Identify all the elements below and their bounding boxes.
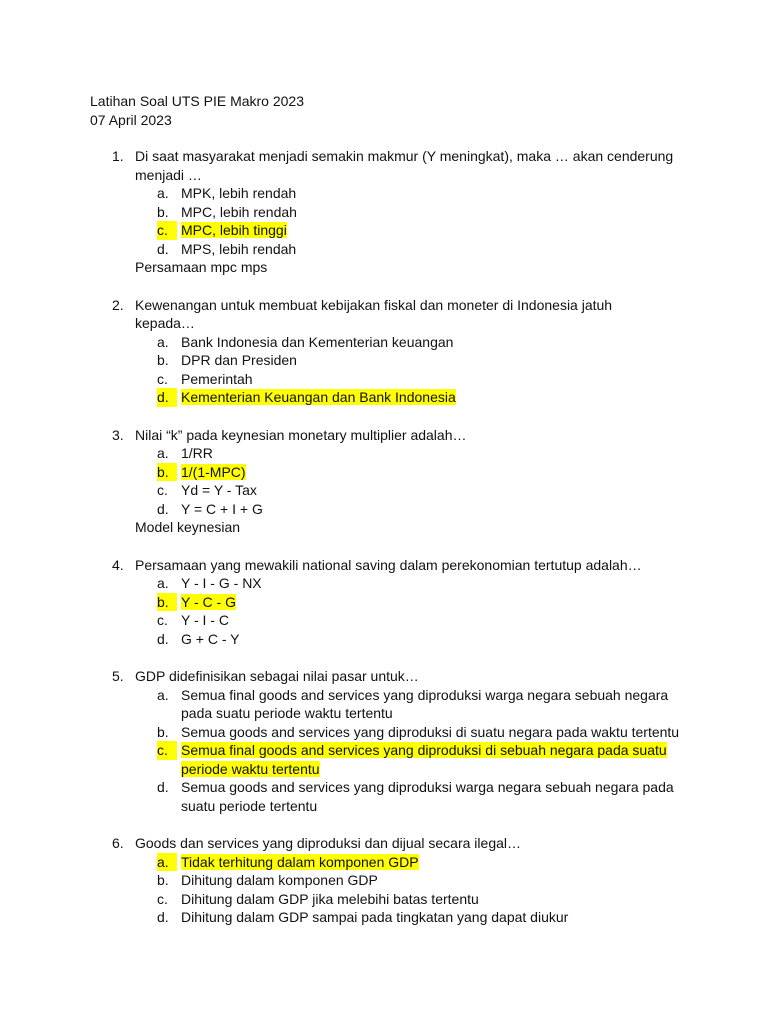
question-list xyxy=(0,147,768,946)
document-header xyxy=(90,92,304,130)
question-1 xyxy=(0,147,768,277)
option-letter: c. xyxy=(157,221,177,240)
option-letter: b. xyxy=(157,352,169,368)
question-number: 5. xyxy=(112,668,124,684)
option-text: Semua final goods and services yang diproduksi di sebuah negara pada suatu periode waktu tertentu xyxy=(181,742,667,777)
option-letter: a. xyxy=(157,575,169,591)
question-2 xyxy=(0,296,768,407)
answer-options xyxy=(0,686,768,816)
option-text: MPC, lebih rendah xyxy=(181,203,297,220)
option-letter: a. xyxy=(157,445,169,461)
option-text: Semua goods and services yang diproduksi warga negara sebuah negara pada suatu periode tertentu xyxy=(181,779,674,814)
option-a xyxy=(0,686,768,723)
option-b xyxy=(0,871,768,890)
option-text: 1/(1-MPC) xyxy=(181,463,246,480)
option-c xyxy=(0,481,768,500)
option-text: G + C - Y xyxy=(181,630,240,647)
option-a xyxy=(0,444,768,463)
answer-options xyxy=(0,444,768,518)
question-number: 4. xyxy=(112,556,124,573)
option-text: Dihitung dalam GDP sampai pada tingkatan yang dapat diukur xyxy=(181,909,569,925)
option-c-highlighted xyxy=(0,221,768,240)
option-text: Semua final goods and services yang diproduksi warga negara sebuah negara pada suatu periode waktu tertentu xyxy=(181,686,669,721)
option-letter: a. xyxy=(157,333,169,350)
option-b xyxy=(0,203,768,222)
question-5 xyxy=(0,667,768,815)
option-text: MPS, lebih rendah xyxy=(181,240,297,257)
answer-options xyxy=(0,184,768,258)
option-text: Bank Indonesia dan Kementerian keuangan xyxy=(181,333,454,350)
document-title: Latihan Soal UTS PIE Makro 2023 xyxy=(90,93,305,109)
option-d xyxy=(0,908,768,927)
option-letter: a. xyxy=(157,853,177,872)
option-text: DPR dan Presiden xyxy=(181,352,297,368)
option-letter: c. xyxy=(157,370,168,387)
option-letter: b. xyxy=(157,203,169,220)
option-text: 1/RR xyxy=(181,445,213,461)
option-letter: b. xyxy=(157,463,177,482)
option-c xyxy=(0,370,768,389)
answer-options xyxy=(0,853,768,927)
question-number: 3. xyxy=(112,426,124,443)
option-a xyxy=(0,333,768,352)
option-letter: a. xyxy=(157,185,169,201)
option-d xyxy=(0,630,768,649)
option-letter: d. xyxy=(157,240,169,257)
option-text: Y - I - C xyxy=(181,612,229,628)
question-note: Persamaan mpc mps xyxy=(135,259,268,275)
option-letter: b. xyxy=(157,593,177,612)
question-note: Model keynesian xyxy=(135,519,241,535)
option-b-highlighted xyxy=(0,593,768,612)
option-letter: b. xyxy=(157,723,169,740)
question-6 xyxy=(0,834,768,927)
option-text: MPK, lebih rendah xyxy=(181,185,297,201)
option-c xyxy=(0,890,768,909)
option-letter: c. xyxy=(157,890,168,907)
option-letter: d. xyxy=(157,779,169,795)
option-b xyxy=(0,723,768,742)
option-letter: c. xyxy=(157,612,168,628)
option-a xyxy=(0,184,768,203)
option-d-highlighted xyxy=(0,388,768,407)
option-b xyxy=(0,351,768,370)
option-b-highlighted xyxy=(0,463,768,482)
option-letter: d. xyxy=(157,909,169,925)
option-text: Kementerian Keuangan dan Bank Indonesia xyxy=(181,389,456,405)
option-c-highlighted xyxy=(0,741,768,778)
question-number: 2. xyxy=(112,296,124,313)
answer-options xyxy=(0,574,768,648)
option-text: Dihitung dalam komponen GDP xyxy=(181,872,378,888)
option-letter: c. xyxy=(157,482,168,498)
option-a xyxy=(0,574,768,593)
option-letter: d. xyxy=(157,388,177,407)
option-text: Y - I - G - NX xyxy=(181,575,262,591)
question-text: Di saat masyarakat menjadi semakin makmur (Y meningkat), maka … akan cenderung menjadi … xyxy=(135,148,674,183)
question-text: Nilai “k” pada keynesian monetary multiplier adalah… xyxy=(135,426,467,443)
option-d xyxy=(0,778,768,815)
option-letter: d. xyxy=(157,500,169,517)
option-letter: d. xyxy=(157,630,169,647)
answer-options xyxy=(0,333,768,407)
option-d xyxy=(0,500,768,519)
option-text: Tidak terhitung dalam komponen GDP xyxy=(181,853,419,870)
question-number: 6. xyxy=(112,835,124,851)
option-text: Semua goods and services yang diproduksi di suatu negara pada waktu tertentu xyxy=(181,723,680,740)
option-letter: b. xyxy=(157,872,169,888)
option-c xyxy=(0,611,768,630)
option-a-highlighted xyxy=(0,853,768,872)
option-text: Dihitung dalam GDP jika melebihi batas tertentu xyxy=(181,890,479,907)
option-letter: a. xyxy=(157,686,169,703)
option-text: Yd = Y - Tax xyxy=(181,482,257,498)
question-text: Goods dan services yang diproduksi dan dijual secara ilegal… xyxy=(135,835,521,851)
document-date: 07 April 2023 xyxy=(90,112,172,128)
option-text: Y = C + I + G xyxy=(181,500,263,517)
question-text: Kewenangan untuk membuat kebijakan fiskal dan moneter di Indonesia jatuh kepada… xyxy=(135,296,613,331)
question-number: 1. xyxy=(112,148,124,164)
question-3 xyxy=(0,426,768,537)
option-letter: c. xyxy=(157,741,177,760)
question-text: Persamaan yang mewakili national saving dalam perekonomian tertutup adalah… xyxy=(135,556,642,573)
option-text: Pemerintah xyxy=(181,370,253,387)
option-d xyxy=(0,240,768,259)
question-4 xyxy=(0,556,768,649)
question-text: GDP didefinisikan sebagai nilai pasar untuk… xyxy=(135,668,419,684)
option-text: Y - C - G xyxy=(181,593,236,610)
option-text: MPC, lebih tinggi xyxy=(181,222,287,238)
